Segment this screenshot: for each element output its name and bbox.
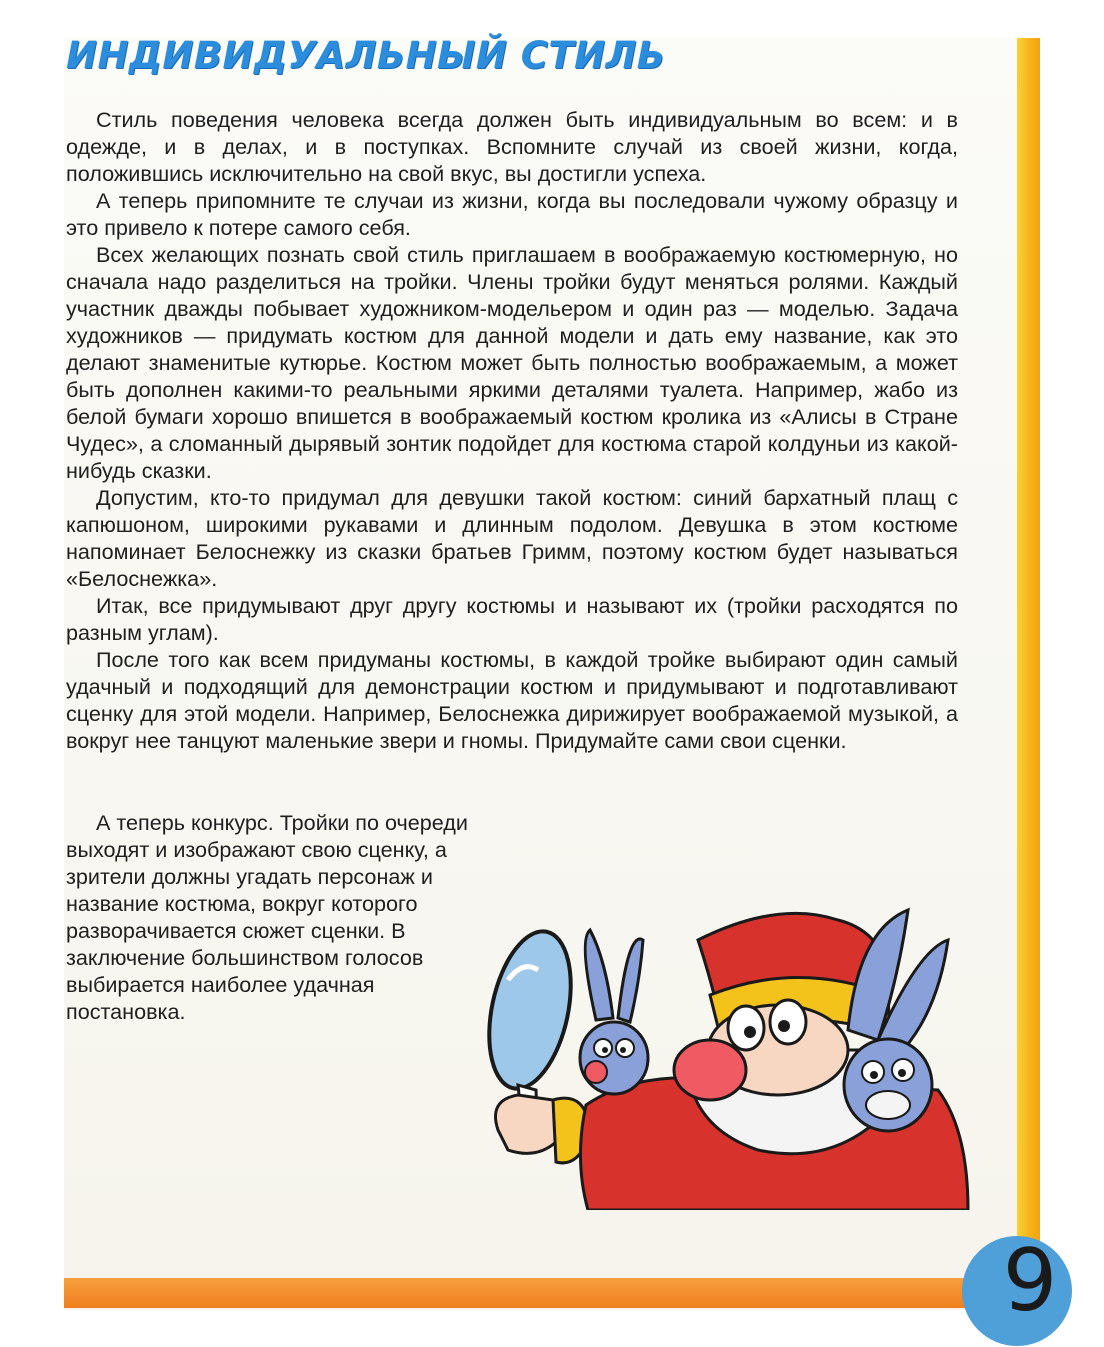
- paragraph: Всех желающих познать свой стиль приглашаем в воображаемую костюмерную, но сначала надо разделиться на тройки. Члены тройки будут меняться ролями. Каждый участник дважды побывает художником-модельером и один раз — моделью. Задача художников — придумать костюм для данной модели и дать ему название, как это делают знаменитые кутюрье. Костюм может быть полностью воображаемым, а может быть дополнен какими-то реальными яркими деталями туалета. Например, жабо из белой бумаги хорошо впишется в воображаемый костюм кролика из «Алисы в Стране Чудес», а сломанный дырявый зонтик подойдет для костюма старой колдуньи из какой-нибудь сказки.: [66, 242, 958, 483]
- orange-bottom-bar: [64, 1278, 1040, 1308]
- paragraph: А теперь припомните те случаи из жизни, когда вы последовали чужому образцу и это привело к потере самого себя.: [66, 188, 958, 240]
- paragraph: Допустим, кто-то придумал для девушки такой костюм: синий бархатный плащ с капюшоном, широкими рукавами и длинным подолом. Девушка в этом костюме напоминает Белоснежку из сказки братьев Гримм, поэтому костюм будет называться «Белоснежка».: [66, 485, 958, 591]
- paragraph: Итак, все придумывают друг другу костюмы и называют их (тройки расходятся по разным углам).: [66, 593, 958, 645]
- paragraph: А теперь конкурс. Тройки по очереди выходят и изображают свою сценку, а зрители должны угадать персонаж и название костюма, вокруг которого разворачивается сюжет сценки. В заключение большинством голосов выбирается наиболее удачная постановка.: [66, 810, 468, 1024]
- page-title: ИНДИВИДУАЛЬНЫЙ СТИЛЬ: [66, 34, 666, 77]
- paragraph: Стиль поведения человека всегда должен быть индивидуальным во всем: и в одежде, и в делах, и в поступках. Вспомните случай из своей жизни, когда, положившись исключительно на свой вкус, вы достигли успеха.: [66, 107, 958, 186]
- big-nose-icon: [674, 1040, 746, 1100]
- body-text: [66, 106, 958, 754]
- yellow-side-stripe: [1017, 38, 1040, 1310]
- rabbit-icon: [580, 930, 648, 1094]
- page-number: 9: [1002, 1231, 1058, 1331]
- gnome-with-mirror-and-rabbit-illustration: [478, 900, 978, 1210]
- final-paragraph-block: [66, 809, 498, 1025]
- paragraph: После того как всем придуманы костюмы, в каждой тройке выбирают один самый удачный и подходящий для демонстрации костюм и придумывают и подготавливают сценку для этой модели. Например, Белоснежка дирижирует воображаемой музыкой, а вокруг нее танцуют маленькие звери и гномы. Придумайте сами свои сценки.: [66, 647, 958, 753]
